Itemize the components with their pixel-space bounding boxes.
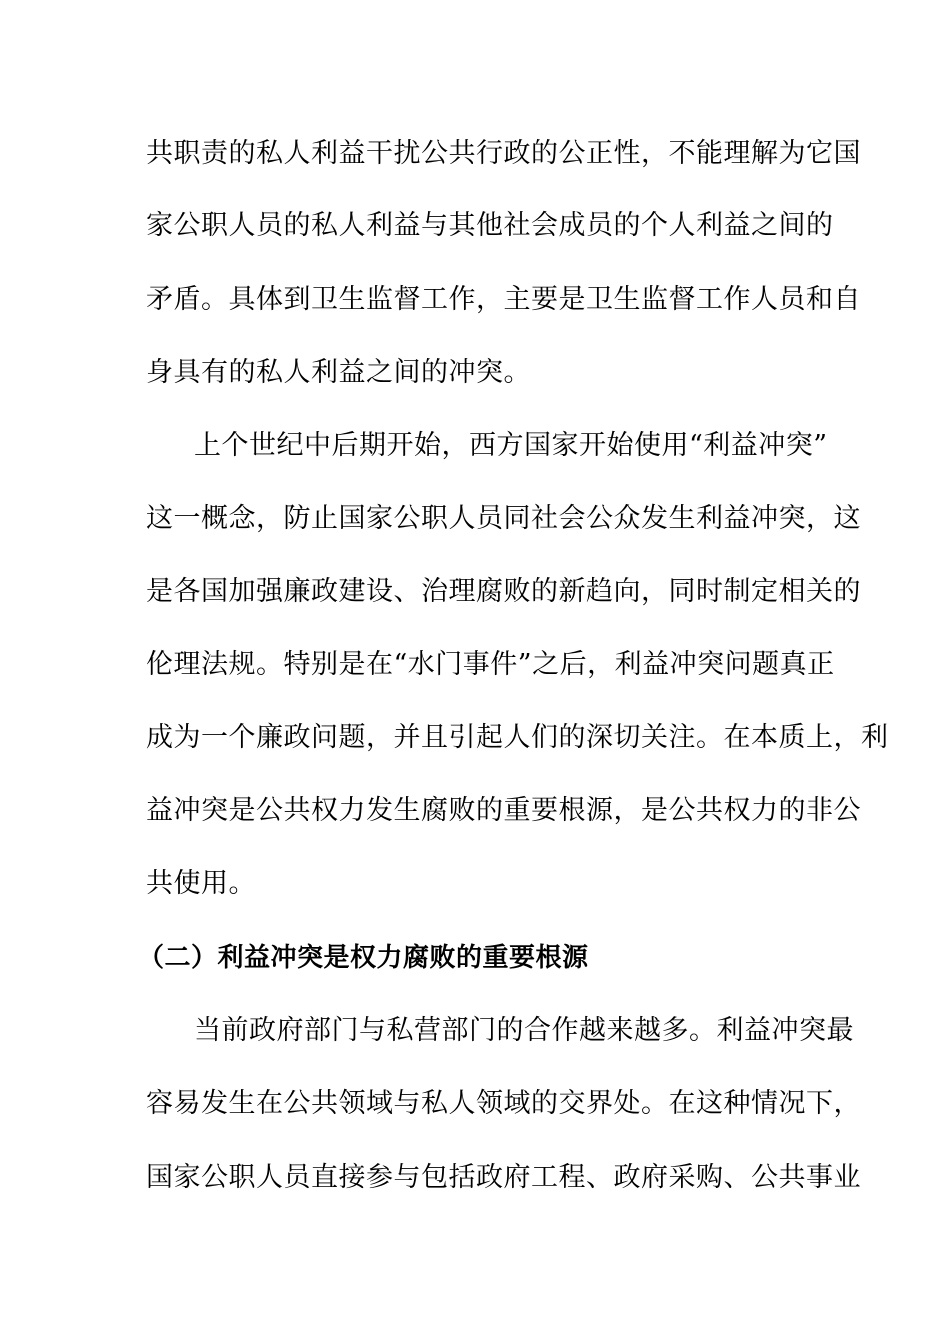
body-text-line: 国家公职人员直接参与包括政府工程、政府采购、公共事业 (146, 1162, 861, 1193)
body-text-line: 容易发生在公共领域与私人领域的交界处。在这种情况下， (146, 1088, 861, 1119)
body-text-line: 矛盾。具体到卫生监督工作，主要是卫生监督工作人员和自 (146, 284, 861, 315)
body-text-line: 当前政府部门与私营部门的合作越来越多。利益冲突最 (194, 1015, 854, 1046)
section-heading: （二）利益冲突是权力腐败的重要根源 (138, 943, 589, 973)
body-text-line: 这一概念，防止国家公职人员同社会公众发生利益冲突，这 (146, 503, 861, 534)
body-text-line: 共使用。 (146, 868, 256, 899)
body-text-line: 成为一个廉政问题，并且引起人们的深切关注。在本质上，利 (146, 722, 889, 753)
body-text-line: 家公职人员的私人利益与其他社会成员的个人利益之间的 (146, 210, 834, 241)
body-text-line: 是各国加强廉政建设、治理腐败的新趋向，同时制定相关的 (146, 576, 861, 607)
body-text-line: 益冲突是公共权力发生腐败的重要根源，是公共权力的非公 (146, 795, 861, 826)
body-text-line: 身具有的私人利益之间的冲突。 (146, 357, 531, 388)
body-text-line: 共职责的私人利益干扰公共行政的公正性，不能理解为它国 (146, 138, 861, 169)
body-text-line: 伦理法规。特别是在“水门事件”之后，利益冲突问题真正 (146, 649, 835, 680)
body-text-line: 上个世纪中后期开始，西方国家开始使用“利益冲突” (194, 430, 828, 461)
